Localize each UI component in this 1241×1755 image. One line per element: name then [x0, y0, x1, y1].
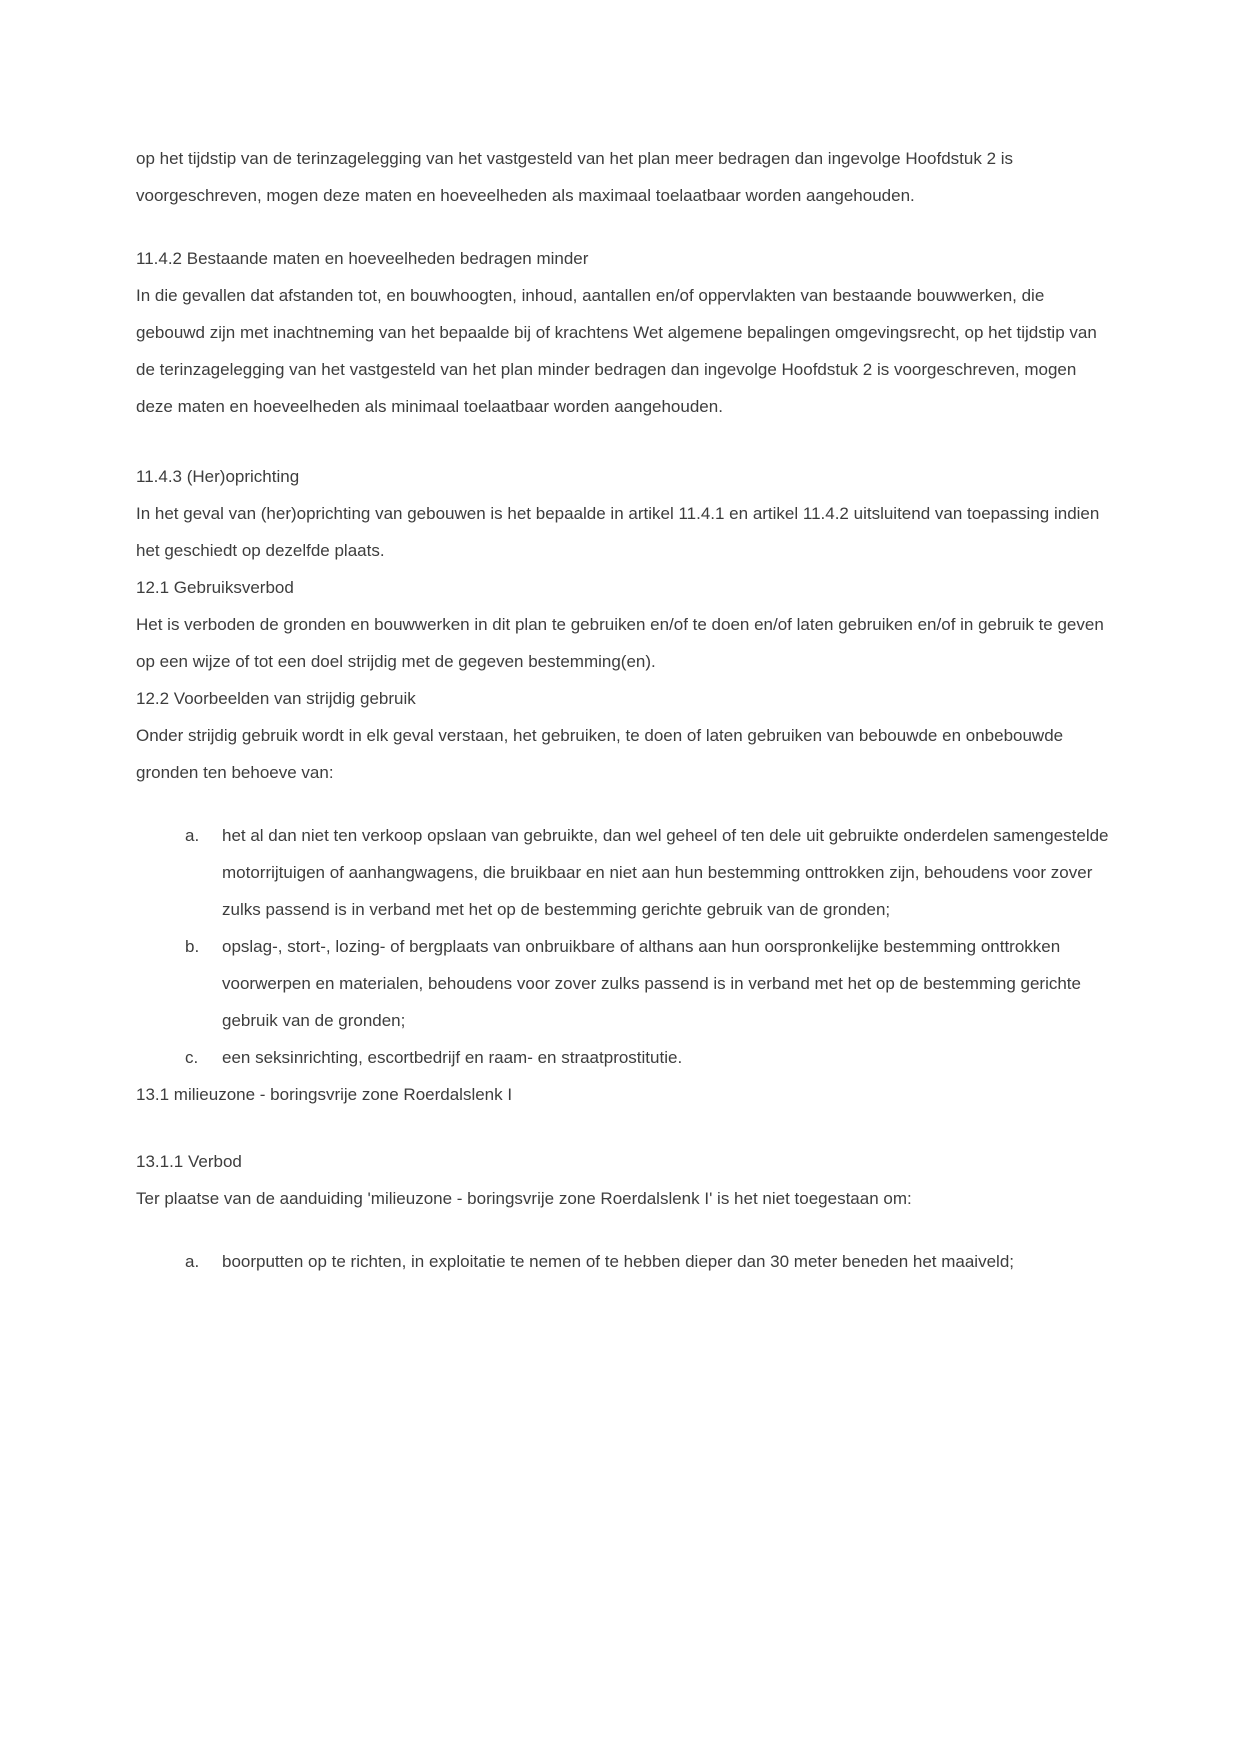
- list-marker: b.: [185, 937, 200, 956]
- section-12-1-heading: 12.1 Gebruiksverbod: [136, 578, 294, 597]
- list-item-text: opslag-, stort-, lozing- of bergplaats van onbruikbare of althans aan hun oorspronkelijke bestemming onttrokken voorwerpen en materialen, behoudens voor zover zulks passend is in verband met het op de bestemming gerichte gebruik van de gronden;: [222, 937, 1081, 1030]
- section-13-1-1-body: Ter plaatse van de aanduiding 'milieuzone - boringsvrije zone Roerdalslenk I' is het niet toegestaan om:: [136, 1189, 912, 1208]
- list-marker: c.: [185, 1048, 199, 1067]
- list-item-a: [136, 817, 1111, 928]
- list-item-text: het al dan niet ten verkoop opslaan van gebruikte, dan wel geheel of ten dele uit gebruikte onderdelen samengestelde motorrijtuigen of aanhangwagens, die bruikbaar en niet aan hun bestemming onttrokken zijn, behoudens voor zover zulks passend is in verband met het op de bestemming gerichte gebruik van de gronden;: [222, 826, 1109, 919]
- section-13-1-heading: 13.1 milieuzone - boringsvrije zone Roerdalslenk I: [136, 1085, 513, 1104]
- section-11-4-3: [136, 458, 1111, 569]
- section-12-1-body: Het is verboden de gronden en bouwwerken in dit plan te gebruiken en/of te doen en/of laten gebruiken en/of in gebruik te geven op een wijze of tot een doel strijdig met de gegeven bestemming(en).: [136, 615, 1104, 671]
- section-11-4-3-heading: 11.4.3 (Her)oprichting: [136, 467, 300, 486]
- section-13-1-1-heading: 13.1.1 Verbod: [136, 1152, 242, 1171]
- list-marker: a.: [185, 1252, 200, 1271]
- list-marker: a.: [185, 826, 200, 845]
- list-item-text: boorputten op te richten, in exploitatie te nemen of te hebben dieper dan 30 meter beneden het maaiveld;: [222, 1252, 1014, 1271]
- section-11-4-2-heading: 11.4.2 Bestaande maten en hoeveelheden bedragen minder: [136, 249, 589, 268]
- section-13-1-1: [136, 1143, 1111, 1217]
- section-12-2-heading: 12.2 Voorbeelden van strijdig gebruik: [136, 689, 416, 708]
- section-12-2-body: Onder strijdig gebruik wordt in elk geval verstaan, het gebruiken, te doen of laten gebruiken van bebouwde en onbebouwde gronden ten behoeve van:: [136, 726, 1064, 782]
- list-item-b: [136, 928, 1111, 1039]
- list-item-c: [136, 1039, 1111, 1076]
- section-11-4-2-body: In die gevallen dat afstanden tot, en bouwhoogten, inhoud, aantallen en/of oppervlakten van bestaande bouwwerken, die gebouwd zijn met inachtneming van het bepaalde bij of krachtens Wet algemene bepalingen omgevingsrecht, op het tijdstip van de terinzagelegging van het vastgesteld van het plan minder bedragen dan ingevolge Hoofdstuk 2 is voorgeschreven, mogen deze maten en hoeveelheden als minimaal toelaatbaar worden aangehouden.: [136, 286, 1097, 416]
- list-item-a: [136, 1243, 1111, 1280]
- list-item-text: een seksinrichting, escortbedrijf en raam- en straatprostitutie.: [222, 1048, 683, 1067]
- section-11-4-3-body: In het geval van (her)oprichting van gebouwen is het bepaalde in artikel 11.4.1 en artikel 11.4.2 uitsluitend van toepassing indien het geschiedt op dezelfde plaats.: [136, 504, 1100, 560]
- verbod-list: [136, 1243, 1111, 1280]
- strijdig-gebruik-list: [136, 817, 1111, 1076]
- section-11-4-2: [136, 240, 1111, 425]
- paragraph-intro-continuation: op het tijdstip van de terinzagelegging van het vastgesteld van het plan meer bedragen dan ingevolge Hoofdstuk 2 is voorgeschreven, mogen deze maten en hoeveelheden als maximaal toelaatbaar worden aangehouden.: [136, 149, 1014, 205]
